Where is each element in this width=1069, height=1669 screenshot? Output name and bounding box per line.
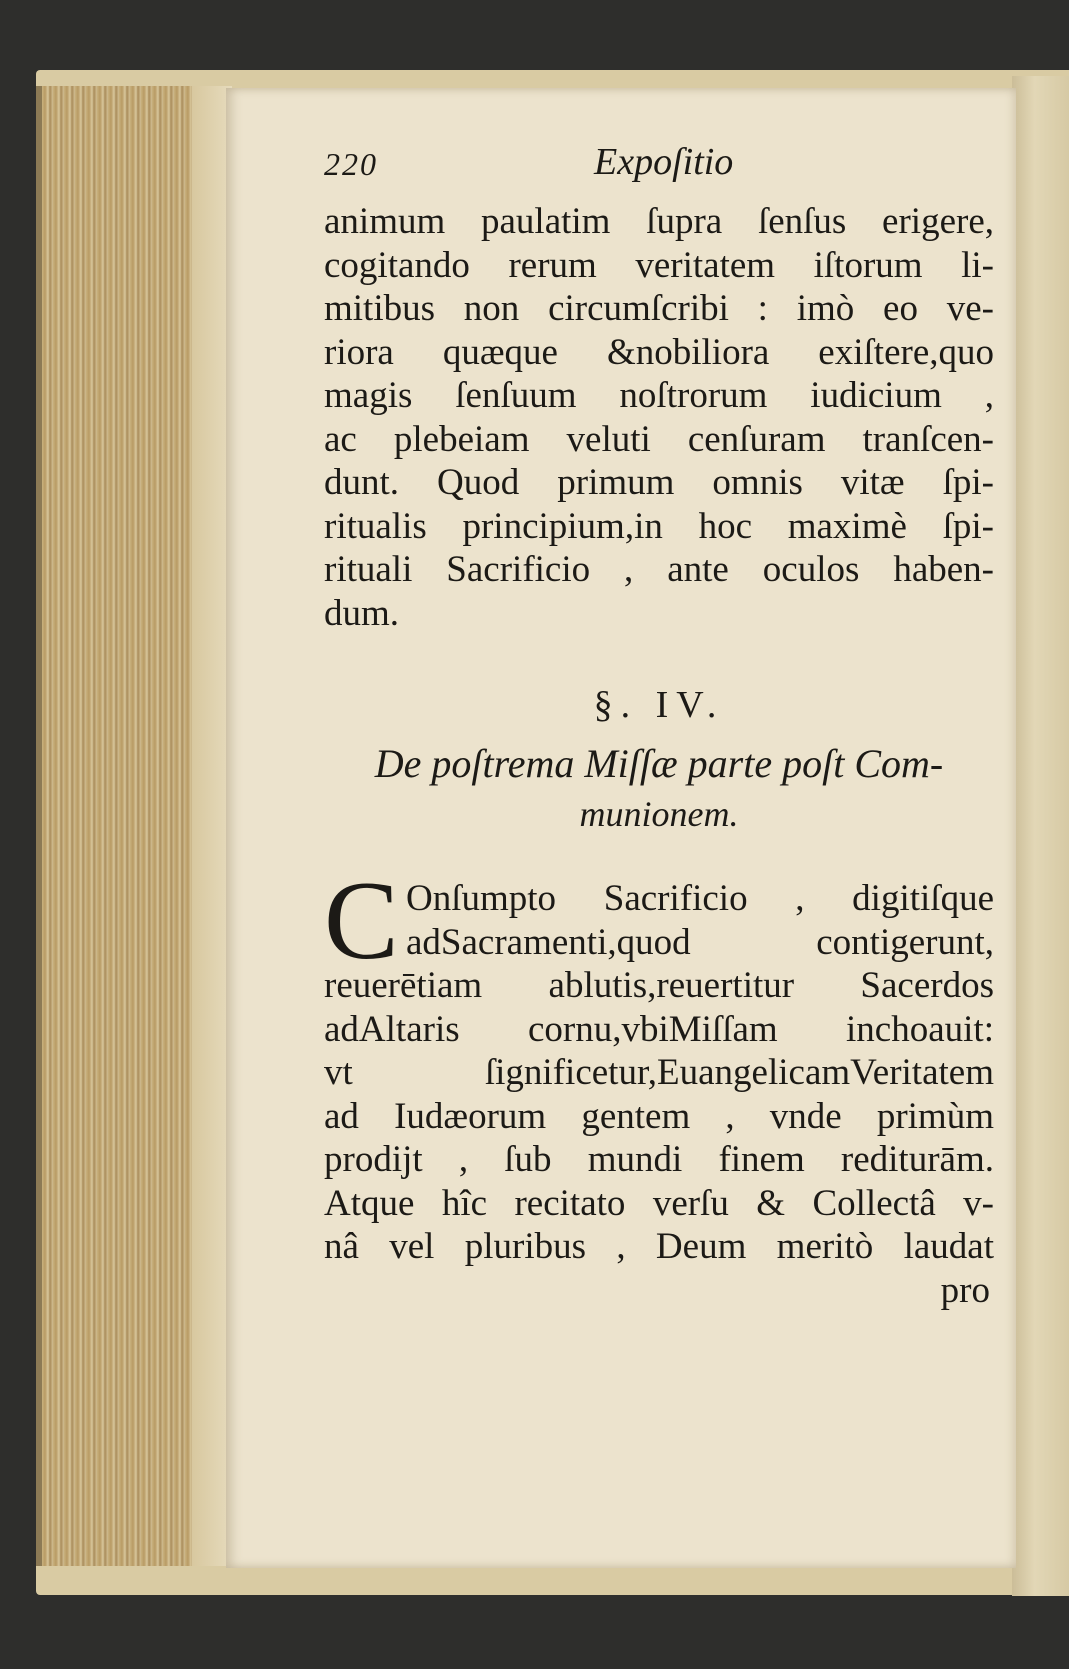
text-line: dunt. Quod primum omnis vitæ ſpi-: [324, 462, 994, 503]
text-line: magis ſenſuum noſtrorum iudicium ,: [324, 375, 994, 416]
text-line: Onſumpto Sacrificio , digitiſque: [406, 878, 994, 919]
facing-page-edge: [1012, 76, 1069, 1596]
section-title-line-1: De poſtrema Miſſæ parte poſt Com-: [374, 741, 944, 786]
text-line: ritualis principium,in hoc maximè ſpi-: [324, 505, 994, 547]
text-line: vt ſignificetur,EuangelicamVeritatem: [324, 1052, 994, 1093]
running-head: Expoſitio: [594, 141, 734, 183]
text-line: dum.: [324, 592, 400, 634]
paragraph-1: [324, 200, 994, 635]
section-number: §. IV.: [593, 684, 725, 726]
text-line: nâ vel pluribus , Deum meritò laudat: [324, 1226, 994, 1267]
text-line: rituali Sacrificio , ante oculos haben-: [324, 549, 994, 590]
book-page: [226, 88, 1016, 1568]
text-line: prodijt , ſub mundi finem rediturām.: [324, 1139, 994, 1180]
text-line: mitibus non circumſcribi : imò eo ve-: [324, 288, 994, 329]
paragraph-2: [324, 859, 994, 1312]
page-number: 220: [324, 146, 378, 182]
text-line: cogitando rerum veritatem iſtorum li-: [324, 244, 994, 286]
section-title-line-2: munionem.: [579, 794, 739, 834]
catchword: pro: [940, 1269, 990, 1311]
drop-cap: C: [324, 859, 399, 983]
section-title: [324, 739, 994, 839]
text-line: Atque hîc recitato verſu & Collectâ v-: [324, 1182, 994, 1224]
page-header: [324, 140, 994, 200]
text-line: reuerētiam ablutis,reuertitur Sacerdos: [324, 965, 994, 1006]
text-line: adSacramenti,quod contigerunt,: [406, 921, 994, 963]
text-line: adAltaris cornu,vbiMiſſam inchoauit:: [324, 1008, 994, 1050]
page-edges: [36, 86, 232, 1566]
text-line: animum paulatim ſupra ſenſus erigere,: [324, 201, 994, 242]
text-line: ac plebeiam veluti cenſuram tranſcen-: [324, 418, 994, 460]
text-line: ad Iudæorum gentem , vnde primùm: [324, 1095, 994, 1137]
text-line: riora quæque &nobiliora exiſtere,quo: [324, 331, 994, 373]
page-text: [324, 140, 994, 1312]
